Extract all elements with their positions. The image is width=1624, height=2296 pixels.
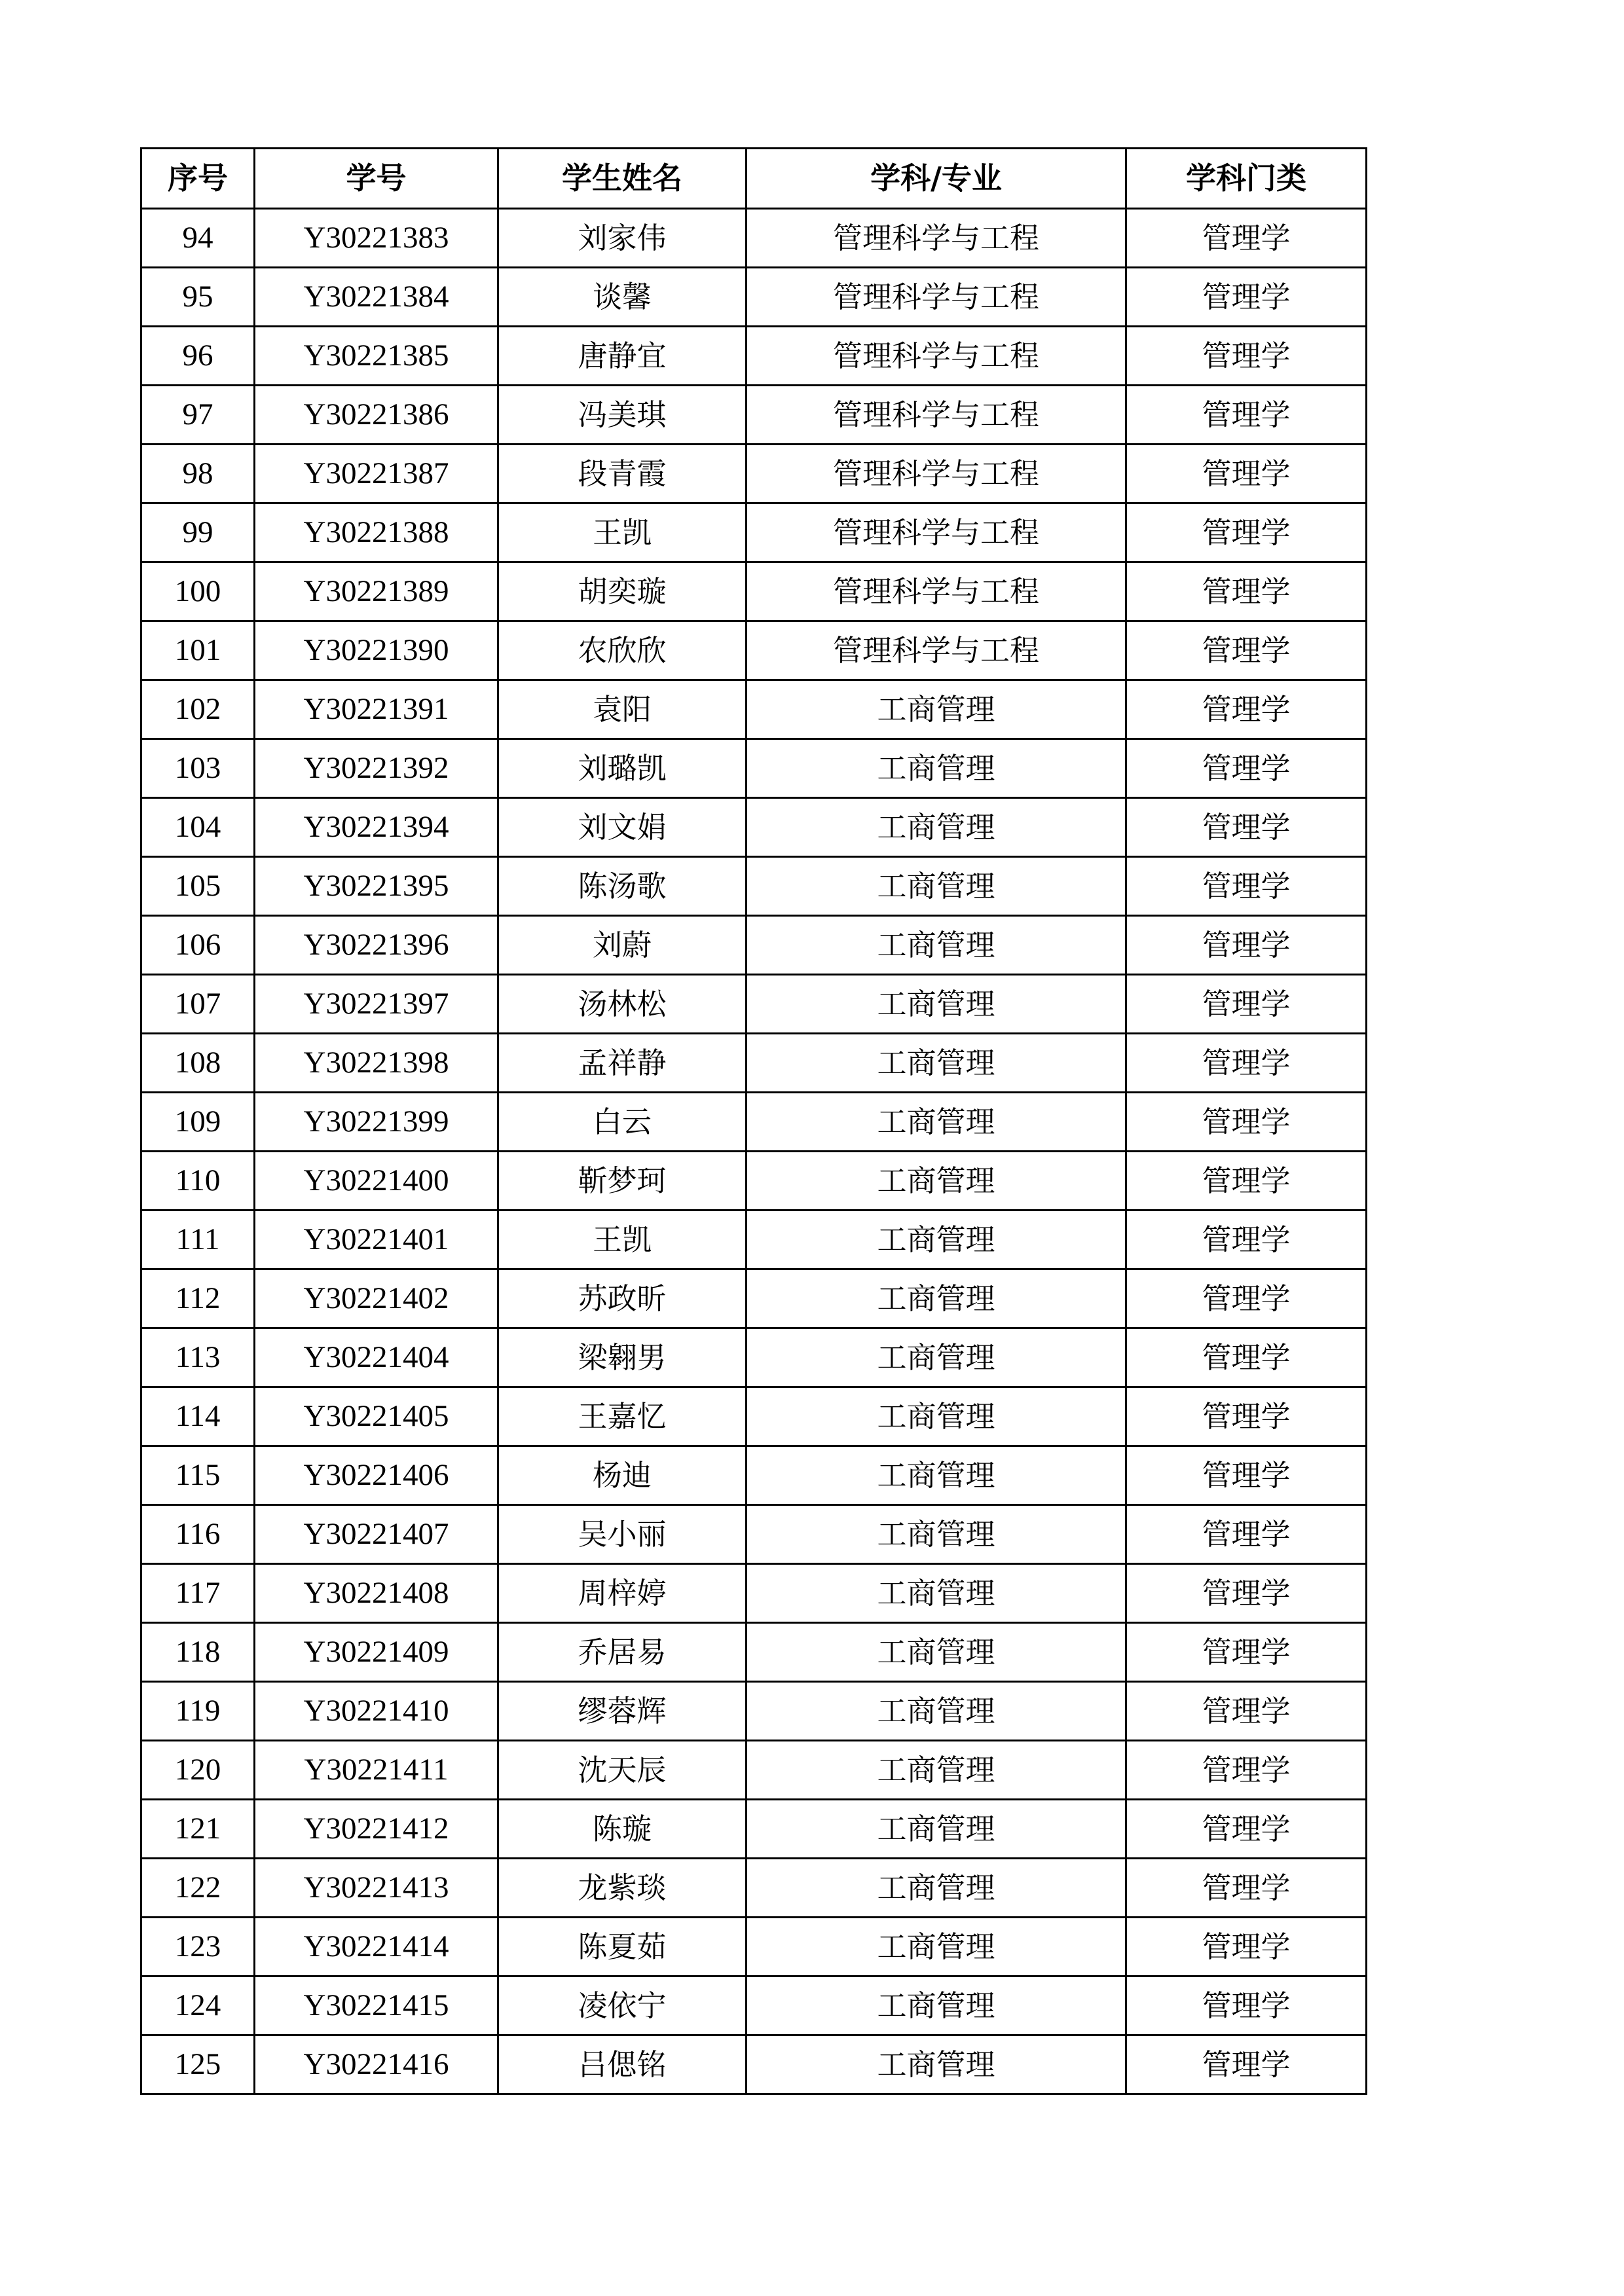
student-id-cell: Y30221414 xyxy=(255,1918,498,1977)
seq-cell: 98 xyxy=(141,445,255,503)
table-row xyxy=(141,857,1367,916)
seq-cell: 100 xyxy=(141,562,255,621)
major-cell: 工商管理 xyxy=(747,857,1126,916)
student-id-cell: Y30221409 xyxy=(255,1623,498,1682)
table-row xyxy=(141,1682,1367,1741)
student-id-cell: Y30221398 xyxy=(255,1034,498,1093)
student-name-cell: 刘璐凯 xyxy=(498,739,747,798)
student-name-cell: 陈夏茹 xyxy=(498,1918,747,1977)
major-cell: 工商管理 xyxy=(747,975,1126,1034)
seq-cell: 116 xyxy=(141,1505,255,1564)
seq-cell: 99 xyxy=(141,503,255,562)
student-roster-table xyxy=(140,147,1367,2095)
seq-cell: 104 xyxy=(141,798,255,857)
major-cell: 工商管理 xyxy=(747,1623,1126,1682)
student-id-cell: Y30221385 xyxy=(255,327,498,386)
discipline-cell: 管理学 xyxy=(1126,1682,1367,1741)
major-cell: 工商管理 xyxy=(747,1211,1126,1269)
discipline-cell: 管理学 xyxy=(1126,1505,1367,1564)
major-cell: 管理科学与工程 xyxy=(747,268,1126,327)
seq-cell: 106 xyxy=(141,916,255,975)
header-student-id: 学号 xyxy=(255,149,498,209)
table-body xyxy=(141,209,1367,2094)
table-row xyxy=(141,1269,1367,1328)
major-cell: 工商管理 xyxy=(747,1800,1126,1859)
major-cell: 工商管理 xyxy=(747,1918,1126,1977)
student-id-cell: Y30221397 xyxy=(255,975,498,1034)
student-id-cell: Y30221391 xyxy=(255,680,498,739)
discipline-cell: 管理学 xyxy=(1126,680,1367,739)
seq-cell: 112 xyxy=(141,1269,255,1328)
major-cell: 管理科学与工程 xyxy=(747,386,1126,445)
student-name-cell: 缪蓉辉 xyxy=(498,1682,747,1741)
header-student-name: 学生姓名 xyxy=(498,149,747,209)
seq-cell: 97 xyxy=(141,386,255,445)
table-row xyxy=(141,386,1367,445)
student-name-cell: 唐静宜 xyxy=(498,327,747,386)
table-row xyxy=(141,916,1367,975)
major-cell: 工商管理 xyxy=(747,2035,1126,2094)
major-cell: 工商管理 xyxy=(747,1446,1126,1505)
student-name-cell: 杨迪 xyxy=(498,1446,747,1505)
seq-cell: 107 xyxy=(141,975,255,1034)
seq-cell: 117 xyxy=(141,1564,255,1623)
student-name-cell: 冯美琪 xyxy=(498,386,747,445)
discipline-cell: 管理学 xyxy=(1126,739,1367,798)
discipline-cell: 管理学 xyxy=(1126,975,1367,1034)
major-cell: 管理科学与工程 xyxy=(747,562,1126,621)
discipline-cell: 管理学 xyxy=(1126,1328,1367,1387)
student-id-cell: Y30221404 xyxy=(255,1328,498,1387)
seq-cell: 118 xyxy=(141,1623,255,1682)
seq-cell: 110 xyxy=(141,1152,255,1211)
discipline-cell: 管理学 xyxy=(1126,1918,1367,1977)
student-id-cell: Y30221408 xyxy=(255,1564,498,1623)
table-row xyxy=(141,1741,1367,1800)
table-row xyxy=(141,1034,1367,1093)
table-row xyxy=(141,562,1367,621)
student-id-cell: Y30221399 xyxy=(255,1093,498,1152)
major-cell: 工商管理 xyxy=(747,1034,1126,1093)
student-name-cell: 孟祥静 xyxy=(498,1034,747,1093)
seq-cell: 120 xyxy=(141,1741,255,1800)
table-row xyxy=(141,1977,1367,2035)
student-id-cell: Y30221412 xyxy=(255,1800,498,1859)
student-id-cell: Y30221395 xyxy=(255,857,498,916)
discipline-cell: 管理学 xyxy=(1126,1741,1367,1800)
table-row xyxy=(141,1564,1367,1623)
student-id-cell: Y30221413 xyxy=(255,1859,498,1918)
discipline-cell: 管理学 xyxy=(1126,209,1367,268)
student-id-cell: Y30221389 xyxy=(255,562,498,621)
student-name-cell: 龙紫琰 xyxy=(498,1859,747,1918)
student-name-cell: 王凯 xyxy=(498,1211,747,1269)
student-id-cell: Y30221402 xyxy=(255,1269,498,1328)
discipline-cell: 管理学 xyxy=(1126,621,1367,680)
discipline-cell: 管理学 xyxy=(1126,1211,1367,1269)
discipline-cell: 管理学 xyxy=(1126,916,1367,975)
student-id-cell: Y30221405 xyxy=(255,1387,498,1446)
student-name-cell: 沈天辰 xyxy=(498,1741,747,1800)
student-name-cell: 陈璇 xyxy=(498,1800,747,1859)
discipline-cell: 管理学 xyxy=(1126,1034,1367,1093)
major-cell: 工商管理 xyxy=(747,916,1126,975)
seq-cell: 105 xyxy=(141,857,255,916)
student-name-cell: 梁翱男 xyxy=(498,1328,747,1387)
major-cell: 工商管理 xyxy=(747,798,1126,857)
seq-cell: 113 xyxy=(141,1328,255,1387)
student-name-cell: 吕偲铭 xyxy=(498,2035,747,2094)
header-seq: 序号 xyxy=(141,149,255,209)
student-name-cell: 王嘉忆 xyxy=(498,1387,747,1446)
major-cell: 工商管理 xyxy=(747,1977,1126,2035)
student-name-cell: 袁阳 xyxy=(498,680,747,739)
discipline-cell: 管理学 xyxy=(1126,386,1367,445)
seq-cell: 94 xyxy=(141,209,255,268)
discipline-cell: 管理学 xyxy=(1126,798,1367,857)
major-cell: 管理科学与工程 xyxy=(747,327,1126,386)
student-name-cell: 白云 xyxy=(498,1093,747,1152)
student-id-cell: Y30221411 xyxy=(255,1741,498,1800)
table-row xyxy=(141,1859,1367,1918)
table-row xyxy=(141,621,1367,680)
student-name-cell: 汤林松 xyxy=(498,975,747,1034)
seq-cell: 102 xyxy=(141,680,255,739)
major-cell: 工商管理 xyxy=(747,1741,1126,1800)
seq-cell: 122 xyxy=(141,1859,255,1918)
discipline-cell: 管理学 xyxy=(1126,857,1367,916)
major-cell: 工商管理 xyxy=(747,1505,1126,1564)
major-cell: 工商管理 xyxy=(747,1859,1126,1918)
student-name-cell: 靳梦珂 xyxy=(498,1152,747,1211)
student-id-cell: Y30221415 xyxy=(255,1977,498,2035)
table-header xyxy=(141,149,1367,209)
table-row xyxy=(141,1446,1367,1505)
discipline-cell: 管理学 xyxy=(1126,2035,1367,2094)
student-name-cell: 谈馨 xyxy=(498,268,747,327)
table-row xyxy=(141,1387,1367,1446)
seq-cell: 101 xyxy=(141,621,255,680)
discipline-cell: 管理学 xyxy=(1126,1623,1367,1682)
student-id-cell: Y30221387 xyxy=(255,445,498,503)
table-row xyxy=(141,1800,1367,1859)
major-cell: 工商管理 xyxy=(747,680,1126,739)
discipline-cell: 管理学 xyxy=(1126,1269,1367,1328)
major-cell: 工商管理 xyxy=(747,1682,1126,1741)
seq-cell: 111 xyxy=(141,1211,255,1269)
student-id-cell: Y30221401 xyxy=(255,1211,498,1269)
table-row xyxy=(141,1093,1367,1152)
header-major: 学科/专业 xyxy=(747,149,1126,209)
major-cell: 工商管理 xyxy=(747,1269,1126,1328)
student-id-cell: Y30221410 xyxy=(255,1682,498,1741)
major-cell: 工商管理 xyxy=(747,1093,1126,1152)
student-name-cell: 胡奕璇 xyxy=(498,562,747,621)
student-id-cell: Y30221384 xyxy=(255,268,498,327)
student-id-cell: Y30221390 xyxy=(255,621,498,680)
student-name-cell: 周梓婷 xyxy=(498,1564,747,1623)
student-name-cell: 刘家伟 xyxy=(498,209,747,268)
table-row xyxy=(141,739,1367,798)
major-cell: 工商管理 xyxy=(747,1387,1126,1446)
seq-cell: 95 xyxy=(141,268,255,327)
seq-cell: 124 xyxy=(141,1977,255,2035)
discipline-cell: 管理学 xyxy=(1126,1977,1367,2035)
major-cell: 工商管理 xyxy=(747,739,1126,798)
discipline-cell: 管理学 xyxy=(1126,503,1367,562)
discipline-cell: 管理学 xyxy=(1126,1387,1367,1446)
major-cell: 管理科学与工程 xyxy=(747,445,1126,503)
seq-cell: 103 xyxy=(141,739,255,798)
major-cell: 工商管理 xyxy=(747,1328,1126,1387)
seq-cell: 109 xyxy=(141,1093,255,1152)
table-row xyxy=(141,1328,1367,1387)
major-cell: 管理科学与工程 xyxy=(747,621,1126,680)
student-name-cell: 农欣欣 xyxy=(498,621,747,680)
discipline-cell: 管理学 xyxy=(1126,268,1367,327)
student-id-cell: Y30221416 xyxy=(255,2035,498,2094)
student-name-cell: 乔居易 xyxy=(498,1623,747,1682)
student-id-cell: Y30221386 xyxy=(255,386,498,445)
seq-cell: 115 xyxy=(141,1446,255,1505)
student-id-cell: Y30221394 xyxy=(255,798,498,857)
table-row xyxy=(141,268,1367,327)
student-id-cell: Y30221407 xyxy=(255,1505,498,1564)
seq-cell: 121 xyxy=(141,1800,255,1859)
seq-cell: 108 xyxy=(141,1034,255,1093)
seq-cell: 125 xyxy=(141,2035,255,2094)
discipline-cell: 管理学 xyxy=(1126,1093,1367,1152)
seq-cell: 119 xyxy=(141,1682,255,1741)
major-cell: 工商管理 xyxy=(747,1564,1126,1623)
table-row xyxy=(141,1211,1367,1269)
table-row xyxy=(141,975,1367,1034)
major-cell: 管理科学与工程 xyxy=(747,209,1126,268)
student-id-cell: Y30221383 xyxy=(255,209,498,268)
seq-cell: 96 xyxy=(141,327,255,386)
discipline-cell: 管理学 xyxy=(1126,1800,1367,1859)
header-discipline: 学科门类 xyxy=(1126,149,1367,209)
discipline-cell: 管理学 xyxy=(1126,1564,1367,1623)
student-id-cell: Y30221388 xyxy=(255,503,498,562)
table-row xyxy=(141,1505,1367,1564)
major-cell: 管理科学与工程 xyxy=(747,503,1126,562)
seq-cell: 114 xyxy=(141,1387,255,1446)
student-name-cell: 段青霞 xyxy=(498,445,747,503)
discipline-cell: 管理学 xyxy=(1126,1859,1367,1918)
student-name-cell: 刘文娟 xyxy=(498,798,747,857)
student-id-cell: Y30221406 xyxy=(255,1446,498,1505)
student-id-cell: Y30221400 xyxy=(255,1152,498,1211)
table-row xyxy=(141,209,1367,268)
student-name-cell: 刘蔚 xyxy=(498,916,747,975)
table-row xyxy=(141,798,1367,857)
student-id-cell: Y30221392 xyxy=(255,739,498,798)
table-row xyxy=(141,1623,1367,1682)
discipline-cell: 管理学 xyxy=(1126,1152,1367,1211)
table-row xyxy=(141,2035,1367,2094)
discipline-cell: 管理学 xyxy=(1126,562,1367,621)
header-row xyxy=(141,149,1367,209)
student-id-cell: Y30221396 xyxy=(255,916,498,975)
discipline-cell: 管理学 xyxy=(1126,327,1367,386)
student-name-cell: 陈汤歌 xyxy=(498,857,747,916)
student-name-cell: 吴小丽 xyxy=(498,1505,747,1564)
seq-cell: 123 xyxy=(141,1918,255,1977)
table-row xyxy=(141,1918,1367,1977)
table-row xyxy=(141,503,1367,562)
table-row xyxy=(141,327,1367,386)
discipline-cell: 管理学 xyxy=(1126,445,1367,503)
student-name-cell: 苏政昕 xyxy=(498,1269,747,1328)
major-cell: 工商管理 xyxy=(747,1152,1126,1211)
table-row xyxy=(141,445,1367,503)
student-name-cell: 王凯 xyxy=(498,503,747,562)
table-row xyxy=(141,680,1367,739)
discipline-cell: 管理学 xyxy=(1126,1446,1367,1505)
table-row xyxy=(141,1152,1367,1211)
student-name-cell: 凌依宁 xyxy=(498,1977,747,2035)
